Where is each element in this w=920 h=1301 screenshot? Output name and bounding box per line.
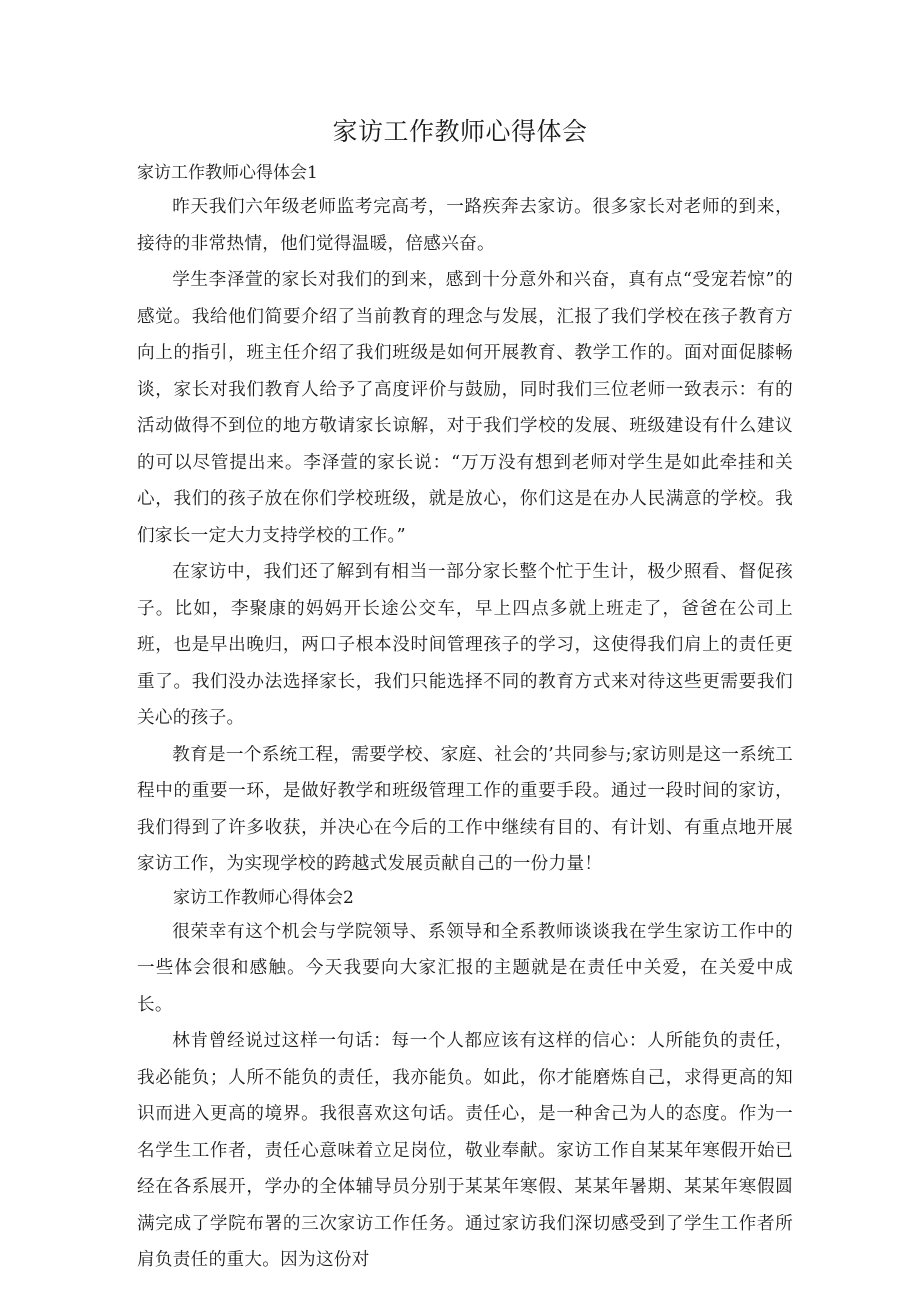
paragraph: 在家访中，我们还了解到有相当一部分家长整个忙于生计，极少照看、督促孩子。比如，李聚康的妈妈开长途公交车，早上四点多就上班走了，爸爸在公司上班，也是早出晚归，两口子根本没时间管理孩子的学习，这使得我们肩上的责任更重了。我们没办法选择家长，我们只能选择不同的教育方式来对待这些更需要我们关心的孩子。: [137, 562, 793, 728]
paragraph: 昨天我们六年级老师监考完高考，一路疾奔去家访。很多家长对老师的到来，接待的非常热情，他们觉得温暖，倍感兴奋。: [137, 197, 793, 254]
paragraph: 林肯曾经说过这样一句话：每一个人都应该有这样的信心：人所能负的责任，我必能负；人所不能负的责任，我亦能负。如此，你才能磨炼自己，求得更高的知识而进入更高的境界。我很喜欢这句话。责任心，是一种舍己为人的态度。作为一名学生工作者，责任心意味着立足岗位，敬业奉献。家访工作自某某年寒假开始已经在各系展开，学办的全体辅导员分别于某某年寒假、某某年暑期、某某年寒假圆满完成了学院布署的三次家访工作任务。通过家访我们深切感受到了学生工作者所肩负责任的重大。因为这份对: [137, 1031, 793, 1270]
paragraph: 教育是一个系统工程，需要学校、家庭、社会的’共同参与;家访则是这一系统工程中的重要一环，是做好教学和班级管理工作的重要手段。通过一段时间的家访，我们得到了许多收获，并决心在今后的工作中继续有目的、有计划、有重点地开展家访工作，为实现学校的跨越式发展贡献自己的一份力量！: [137, 744, 793, 874]
document-title: 家访工作教师心得体会: [332, 117, 588, 146]
document-body: [137, 158, 793, 1279]
paragraph: 学生李泽萱的家长对我们的到来，感到十分意外和兴奋，真有点“受宠若惊”的感觉。我给他们简要介绍了当前教育的理念与发展，汇报了我们学校在孩子教育方向上的指引，班主任介绍了我们班级是如何开展教育、教学工作的。面对面促膝畅谈，家长对我们教育人给予了高度评价与鼓励，同时我们三位老师一致表示：有的活动做得不到位的地方敬请家长谅解，对于我们学校的发展、班级建设有什么建议的可以尽管提出来。李泽萱的家长说：“万万没有想到老师对学生是如此牵挂和关心，我们的孩子放在你们学校班级，就是放心，你们这是在办人民满意的学校。我们家长一定大力支持学校的工作。”: [137, 270, 793, 546]
paragraph: 很荣幸有这个机会与学院领导、系领导和全系教师谈谈我在学生家访工作中的一些体会很和感触。今天我要向大家汇报的主题就是在责任中关爱，在关爱中成长。: [137, 921, 793, 1015]
section-heading-2: 家访工作教师心得体会2: [173, 887, 354, 908]
section-heading-1: 家访工作教师心得体会1: [137, 163, 318, 183]
